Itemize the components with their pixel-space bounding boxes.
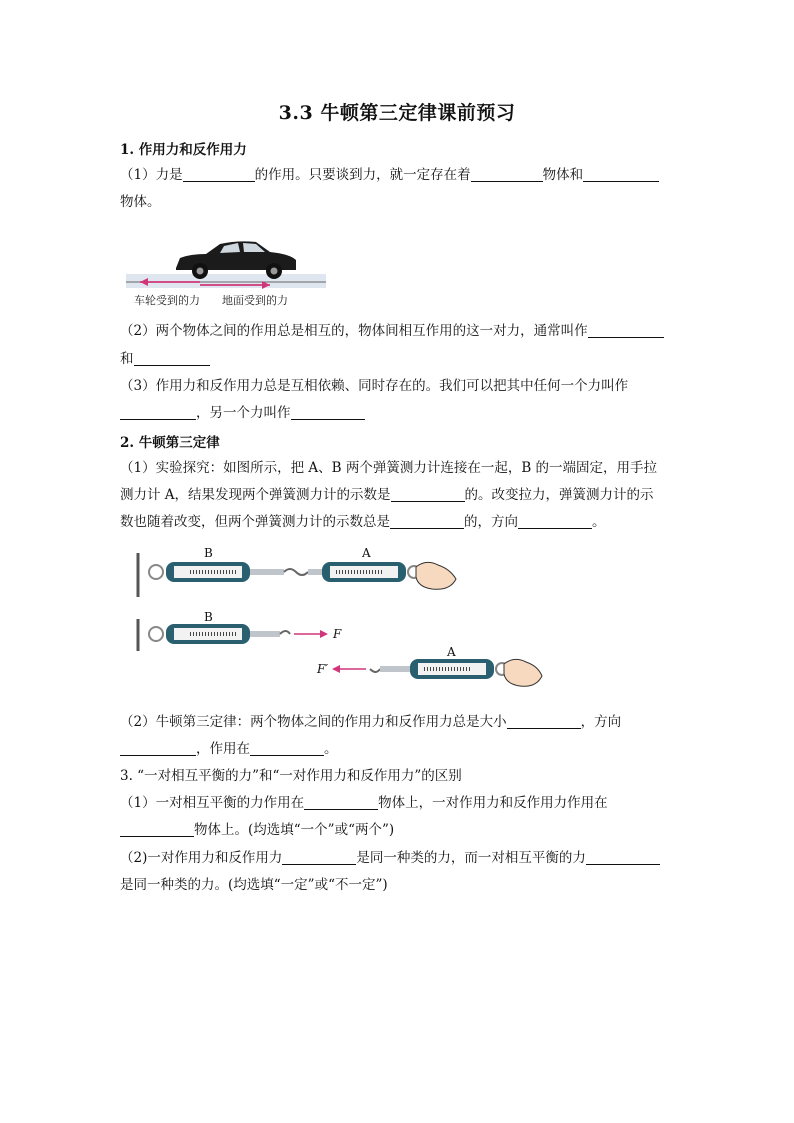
s1-q1-line1 [120, 165, 659, 185]
force-arrow-f [294, 630, 328, 638]
label-b-top: B [204, 546, 213, 560]
hook-ring-icon [149, 565, 163, 579]
s1-q2-line1 [120, 321, 664, 341]
text: 。 [324, 741, 338, 757]
scale-b-middle [166, 624, 250, 644]
text: 物体上。(均选填“一个”或“两个”) [194, 822, 395, 838]
rod-b [250, 569, 284, 575]
car-caption-wheel: 车轮受到的力 [134, 294, 200, 307]
text: 物体和 [542, 167, 584, 183]
scale-a-bottom [410, 659, 494, 679]
s3-q2-line1 [120, 848, 660, 868]
answer-blank[interactable] [471, 167, 543, 182]
answer-blank[interactable] [282, 850, 356, 865]
label-b-middle: B [204, 610, 213, 624]
hook-connect-icon [284, 569, 308, 575]
text: 的。改变拉力，弹簧测力计的示 [464, 487, 654, 503]
section-1-heading: 1. 作用力和反作用力 [120, 142, 247, 158]
page-title: 3.3 牛顿第三定律课前预习 [278, 102, 516, 124]
answer-blank[interactable] [120, 405, 196, 420]
answer-blank[interactable] [134, 351, 210, 366]
s2-q1-line1: （1）实验探究：如图所示，把 A、B 两个弹簧测力计连接在一起，B 的一端固定，用手拉 [120, 460, 658, 476]
hook-icon [280, 631, 290, 634]
answer-blank[interactable] [518, 514, 592, 529]
label-f-prime: F′ [317, 662, 329, 676]
text: （2)一对作用力和反作用力 [120, 850, 283, 866]
s1-q3-line2 [120, 403, 365, 423]
section-3-heading: 3. “一对相互平衡的力”和“一对作用力和反作用力”的区别 [120, 768, 462, 784]
text: 是同一种类的力，而一对相互平衡的力 [356, 850, 586, 866]
car-icon [176, 241, 296, 279]
rod-a-bottom [380, 666, 410, 672]
answer-blank[interactable] [390, 514, 464, 529]
s2-q2-line1 [120, 712, 621, 732]
hand-icon [504, 659, 542, 686]
s1-q1-line2: 物体。 [120, 194, 161, 210]
hook-ring-icon [149, 627, 163, 641]
text: （2）两个物体之间的作用总是相互的，物体间相互作用的这一对力，通常叫作 [120, 323, 588, 339]
s3-q1-line1 [120, 793, 608, 813]
force-arrow-f-prime [332, 665, 366, 673]
answer-blank[interactable] [291, 405, 365, 420]
scale-b-top [166, 562, 250, 582]
section-2-heading: 2. 牛顿第三定律 [120, 435, 220, 451]
text: 和 [120, 351, 134, 367]
answer-blank[interactable] [507, 714, 581, 729]
text: 物体上，一对作用力和反作用力作用在 [378, 795, 608, 811]
answer-blank[interactable] [588, 323, 664, 338]
answer-blank[interactable] [120, 822, 194, 837]
rod-b-middle [250, 631, 280, 637]
answer-blank[interactable] [586, 850, 660, 865]
text: 的，方向 [464, 514, 518, 530]
label-f: F [333, 627, 342, 641]
text: 测力计 A，结果发现两个弹簧测力计的示数是 [120, 487, 391, 503]
text: （1）一对相互平衡的力作用在 [120, 795, 305, 811]
answer-blank[interactable] [183, 167, 255, 182]
s2-q1-line3 [120, 512, 606, 532]
text: （2）牛顿第三定律：两个物体之间的作用力和反作用力总是大小 [120, 714, 507, 730]
scale-a-top [322, 562, 406, 582]
s3-q1-line2 [120, 820, 394, 840]
label-a-top: A [362, 546, 371, 560]
s3-q2-line2: 是同一种类的力。(均选填“一定”或“不一定”) [120, 877, 388, 893]
rod-a [308, 569, 322, 575]
s2-q2-line2 [120, 739, 338, 759]
text: （1）力是 [120, 167, 183, 183]
text: 的作用。只要谈到力，就一定存在着 [254, 167, 471, 183]
text: ，另一个力叫作 [196, 405, 291, 421]
s1-q2-line2 [120, 349, 210, 369]
text: ，作用在 [196, 741, 250, 757]
label-a-bottom: A [447, 645, 456, 659]
hook-icon [370, 669, 380, 672]
text: ，方向 [580, 714, 622, 730]
text: 数也随着改变，但两个弹簧测力计的示数总是 [120, 514, 390, 530]
answer-blank[interactable] [120, 741, 196, 756]
s2-q1-line2 [120, 485, 654, 505]
spring-scale-figure [130, 545, 550, 705]
text: 。 [592, 514, 606, 530]
answer-blank[interactable] [304, 795, 378, 810]
answer-blank[interactable] [250, 741, 324, 756]
hand-icon [416, 562, 456, 589]
answer-blank[interactable] [391, 487, 465, 502]
s1-q3-line1: （3）作用力和反作用力总是互相依赖、同时存在的。我们可以把其中任何一个力叫作 [120, 378, 629, 394]
car-caption-ground: 地面受到的力 [222, 294, 288, 307]
answer-blank[interactable] [583, 167, 659, 182]
